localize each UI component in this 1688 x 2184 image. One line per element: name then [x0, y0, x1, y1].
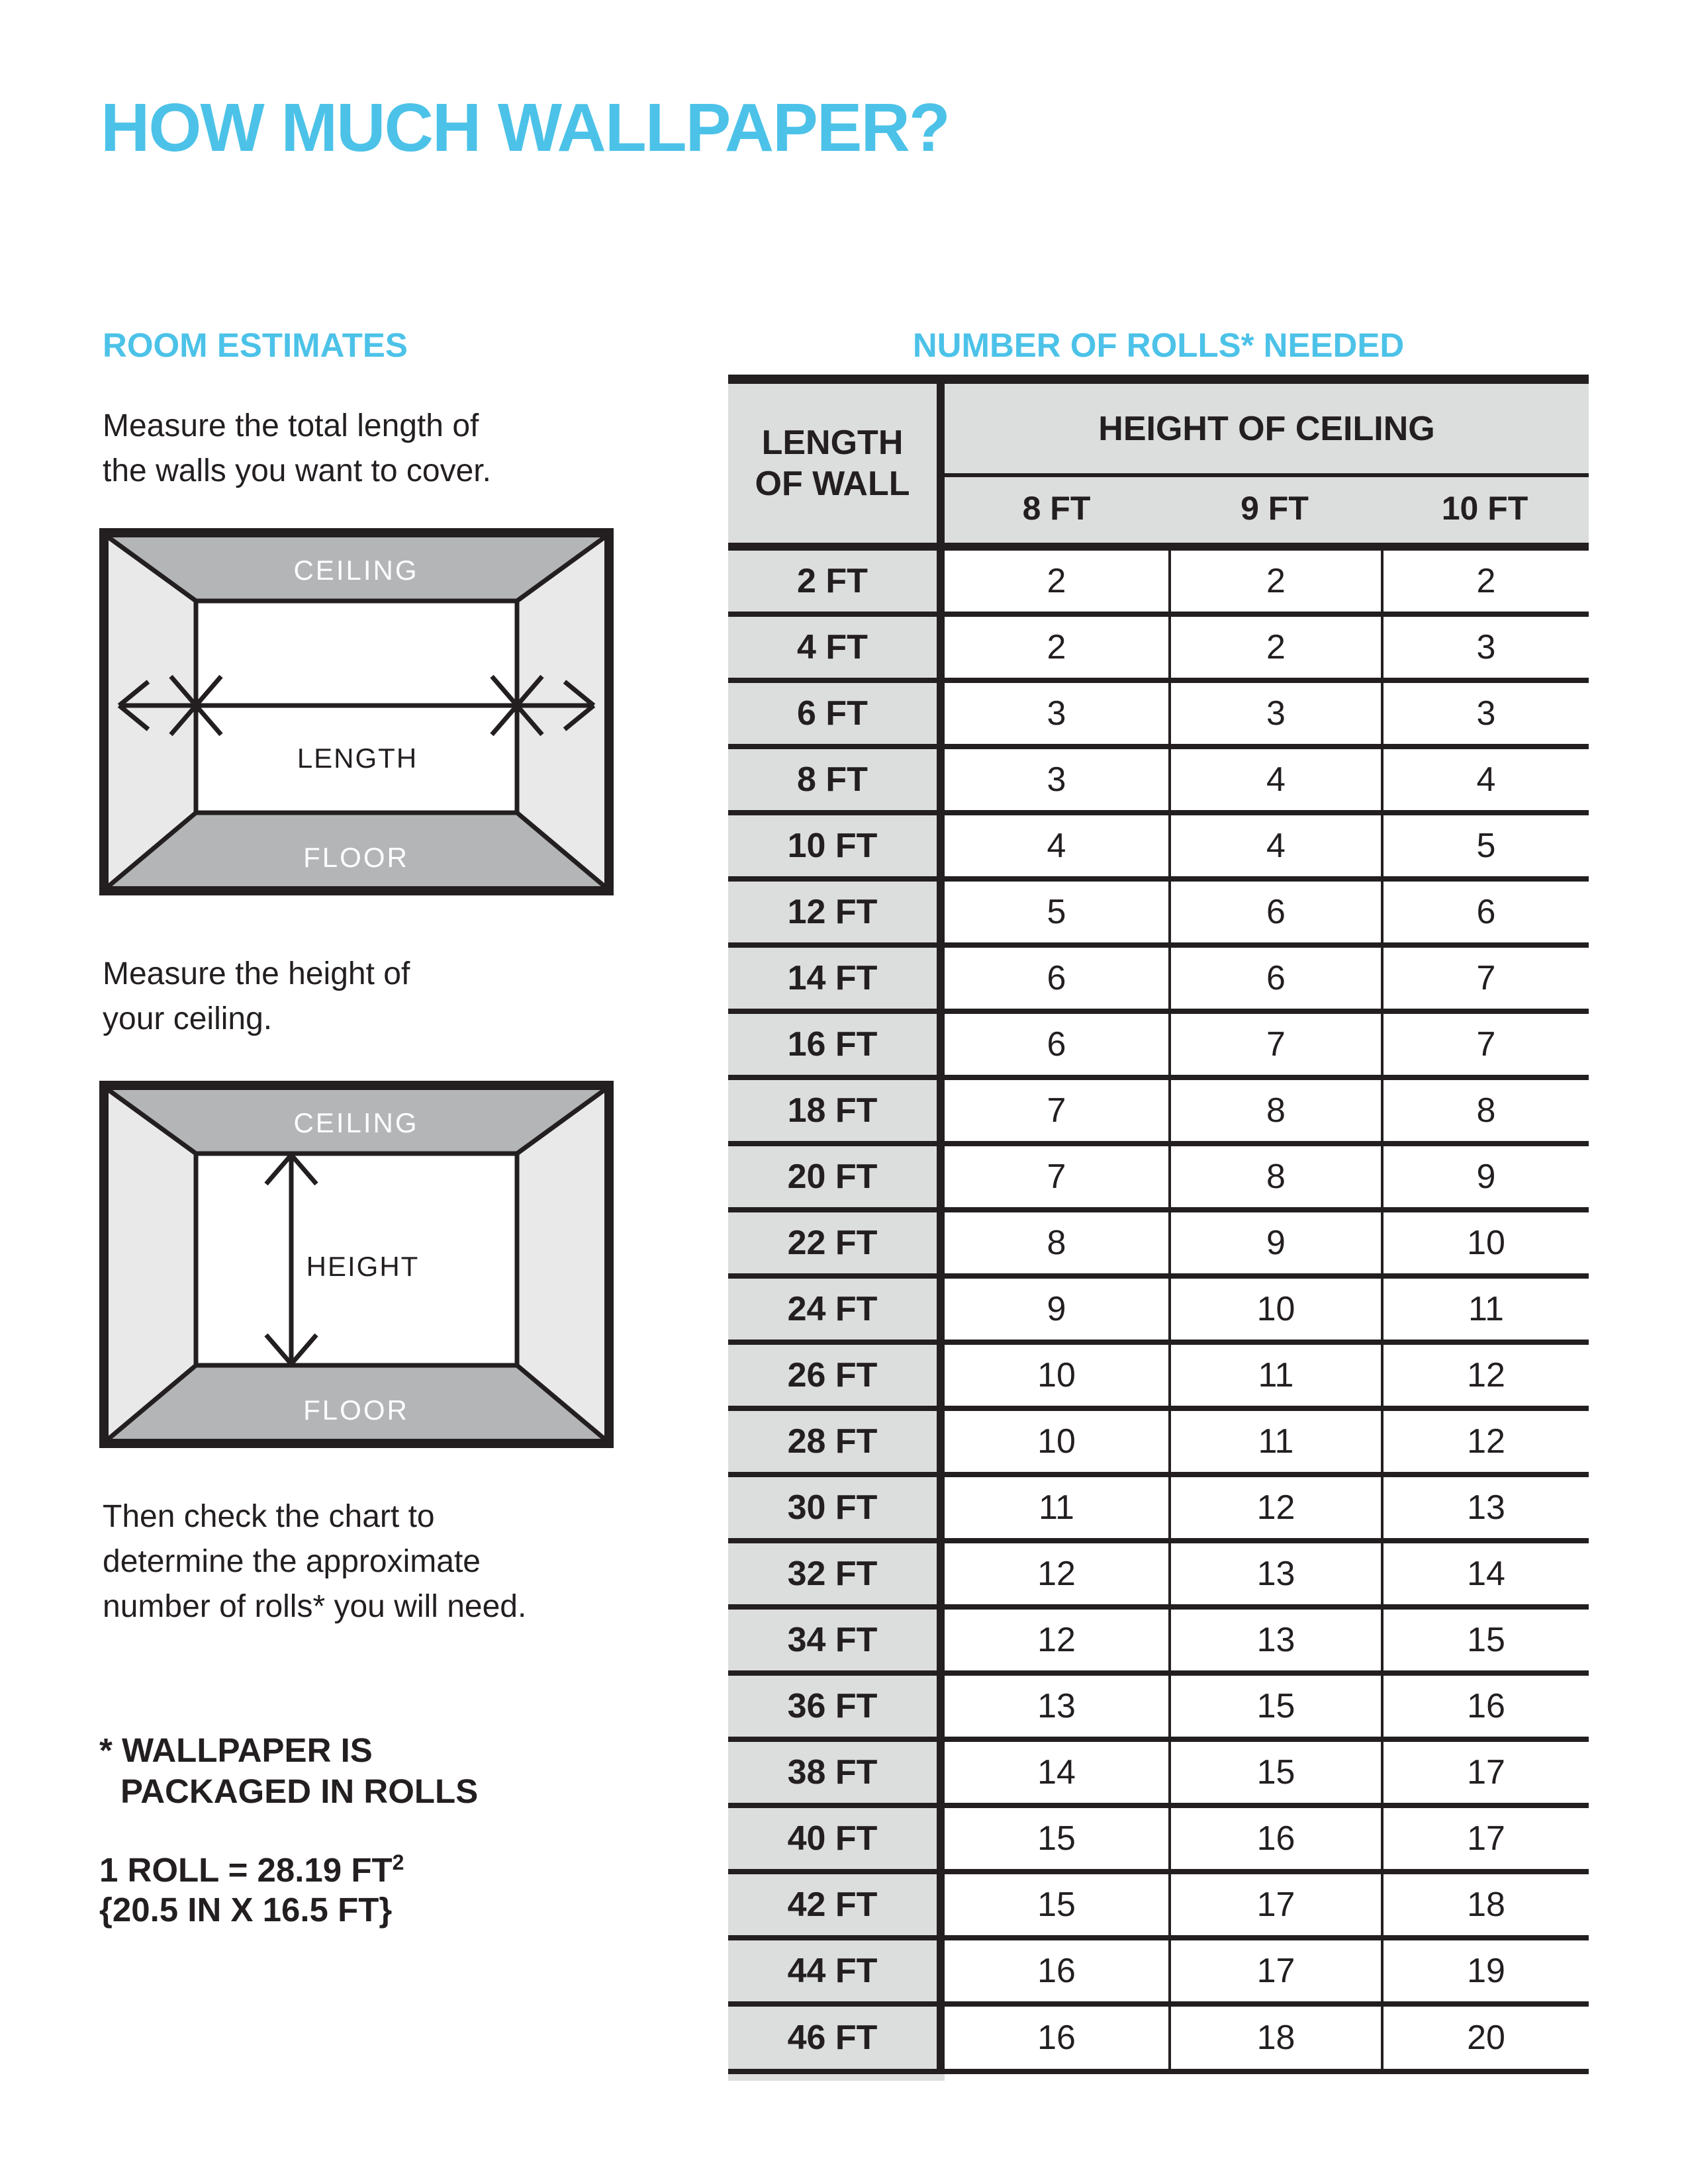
row-label: 2 FT — [728, 551, 945, 612]
rolls-value-10ft: 20 — [1381, 2007, 1589, 2069]
table-bottom-border — [728, 2069, 1589, 2074]
table-row — [728, 1279, 1589, 1345]
rolls-value-9ft: 4 — [1168, 815, 1381, 876]
table-top-border — [728, 375, 1589, 384]
table-row — [728, 1940, 1589, 2007]
rolls-value-10ft: 3 — [1381, 683, 1589, 744]
rolls-value-8ft: 2 — [1047, 562, 1066, 600]
rolls-value-10ft: 8 — [1381, 1080, 1589, 1141]
wallpaper-footnote — [99, 1730, 478, 1812]
rolls-value-10ft: 12 — [1381, 1345, 1589, 1406]
floor-label: FLOOR — [303, 1394, 409, 1426]
rolls-value-9ft: 7 — [1168, 1014, 1381, 1075]
row-label: 14 FT — [728, 948, 945, 1009]
rolls-value-8ft: 12 — [1037, 1555, 1076, 1593]
rolls-value-10ft: 12 — [1381, 1411, 1589, 1472]
rolls-value-9ft: 2 — [1168, 617, 1381, 678]
rolls-value-10ft: 17 — [1381, 1808, 1589, 1869]
measure-height-line1: Measure the height of — [103, 956, 410, 991]
row-label: 28 FT — [728, 1411, 945, 1472]
row-label: 12 FT — [728, 882, 945, 942]
rolls-value-8ft: 2 — [1047, 628, 1066, 666]
measure-length-line2: the walls you want to cover. — [103, 453, 491, 488]
table-header — [728, 384, 1589, 543]
rolls-value-9ft: 3 — [1168, 683, 1381, 744]
rolls-value-9ft: 11 — [1168, 1345, 1381, 1406]
rolls-value-10ft: 10 — [1381, 1212, 1589, 1273]
length-label: LENGTH — [297, 743, 418, 774]
rolls-value-10ft: 9 — [1381, 1146, 1589, 1207]
rolls-value-9ft: 9 — [1168, 1212, 1381, 1273]
rolls-value-8ft: 3 — [1047, 694, 1066, 733]
table-row — [728, 1212, 1589, 1279]
table-row — [728, 1345, 1589, 1411]
row-label: 22 FT — [728, 1212, 945, 1273]
rolls-value-10ft: 7 — [1381, 948, 1589, 1009]
roll-size-line: 1 ROLL = 28.19 $FT^2$ — [99, 1850, 404, 1889]
check-chart-line3: number of rolls* you will need. — [103, 1589, 527, 1624]
table-body — [728, 551, 1589, 2069]
rolls-value-9ft: 6 — [1168, 948, 1381, 1009]
table-row — [728, 948, 1589, 1014]
header-divider — [728, 543, 1589, 551]
table-row — [728, 1411, 1589, 1477]
check-chart-text — [103, 1494, 526, 1629]
page-title: HOW MUCH WALLPAPER? — [101, 89, 949, 165]
rolls-value-8ft: 13 — [1037, 1687, 1076, 1725]
rolls-value-8ft: 6 — [1047, 959, 1066, 997]
rolls-value-9ft: 13 — [1168, 1543, 1381, 1604]
room-height-diagram — [99, 1081, 614, 1448]
table-row — [728, 815, 1589, 882]
ceiling-label: CEILING — [293, 1107, 419, 1138]
floor-label: FLOOR — [303, 842, 409, 873]
rolls-value-9ft: 10 — [1168, 1279, 1381, 1340]
rolls-value-9ft: 12 — [1168, 1477, 1381, 1538]
row-label: 8 FT — [728, 749, 945, 810]
rolls-value-8ft: 9 — [1047, 1290, 1066, 1328]
row-label: 16 FT — [728, 1014, 945, 1075]
footnote-line1: * WALLPAPER IS — [99, 1731, 373, 1769]
table-row — [728, 749, 1589, 815]
rolls-table — [728, 375, 1589, 2081]
rolls-value-8ft: 15 — [1037, 1886, 1076, 1924]
rolls-value-10ft: 18 — [1381, 1874, 1589, 1935]
roll-dimensions-line: {20.5 IN X 16.5 FT} — [99, 1891, 393, 1929]
length-of-wall-header: LENGTH OF WALL — [728, 384, 945, 543]
col-header-9ft: 9 FT — [1241, 489, 1309, 527]
rolls-value-10ft: 4 — [1381, 749, 1589, 810]
table-row — [728, 617, 1589, 683]
table-row — [728, 1477, 1589, 1543]
room-estimates-heading: ROOM ESTIMATES — [103, 326, 408, 364]
row-label: 34 FT — [728, 1610, 945, 1670]
rolls-value-10ft: 19 — [1381, 1940, 1589, 2001]
rolls-value-8ft: 16 — [1037, 2019, 1076, 2057]
rolls-value-9ft: 18 — [1168, 2007, 1381, 2069]
height-of-ceiling-header: HEIGHT OF CEILING — [945, 384, 1589, 477]
row-label: 24 FT — [728, 1279, 945, 1340]
table-row — [728, 1610, 1589, 1676]
rolls-value-8ft: 11 — [1039, 1488, 1074, 1527]
roll-size-info — [99, 1850, 404, 1930]
row-label: 18 FT — [728, 1080, 945, 1141]
row-label: 20 FT — [728, 1146, 945, 1207]
rolls-value-10ft: 15 — [1381, 1610, 1589, 1670]
rolls-value-8ft: 8 — [1047, 1224, 1066, 1262]
row-label: 26 FT — [728, 1345, 945, 1406]
rolls-value-9ft: 15 — [1168, 1676, 1381, 1737]
table-row — [728, 2007, 1589, 2069]
rolls-value-10ft: 7 — [1381, 1014, 1589, 1075]
table-row — [728, 1014, 1589, 1080]
rolls-value-8ft: 6 — [1047, 1025, 1066, 1064]
rolls-value-10ft: 14 — [1381, 1543, 1589, 1604]
rolls-value-9ft: 17 — [1168, 1940, 1381, 2001]
check-chart-line2: determine the approximate — [103, 1544, 481, 1579]
label-column-tab — [728, 2074, 945, 2081]
rolls-value-9ft: 15 — [1168, 1742, 1381, 1803]
row-label: 6 FT — [728, 683, 945, 744]
check-chart-line1: Then check the chart to — [103, 1499, 435, 1534]
rolls-value-9ft: 2 — [1168, 551, 1381, 612]
rolls-value-9ft: 11 — [1168, 1411, 1381, 1472]
rolls-value-10ft: 5 — [1381, 815, 1589, 876]
table-row — [728, 1146, 1589, 1212]
squared-superscript: 2 — [392, 1850, 404, 1874]
table-row — [728, 1543, 1589, 1610]
rolls-value-10ft: 17 — [1381, 1742, 1589, 1803]
table-row — [728, 1808, 1589, 1874]
rolls-value-8ft: 4 — [1047, 827, 1066, 865]
measure-length-line1: Measure the total length of — [103, 408, 479, 443]
row-label: 36 FT — [728, 1676, 945, 1737]
rolls-value-8ft: 10 — [1037, 1356, 1076, 1394]
rolls-value-10ft: 2 — [1381, 551, 1589, 612]
table-row — [728, 551, 1589, 617]
rolls-value-8ft: 3 — [1047, 760, 1066, 799]
table-row — [728, 1874, 1589, 1940]
rolls-value-8ft: 15 — [1037, 1819, 1076, 1858]
row-label: 38 FT — [728, 1742, 945, 1803]
rolls-value-9ft: 4 — [1168, 749, 1381, 810]
rolls-value-9ft: 8 — [1168, 1080, 1381, 1141]
rolls-value-8ft: 14 — [1037, 1753, 1076, 1792]
rolls-needed-heading: NUMBER OF ROLLS* NEEDED — [912, 326, 1405, 364]
measure-height-text — [103, 952, 410, 1042]
rolls-value-8ft: 7 — [1047, 1158, 1066, 1196]
rolls-value-8ft: 7 — [1047, 1091, 1066, 1130]
row-label: 46 FT — [728, 2007, 945, 2069]
room-length-diagram — [99, 528, 614, 895]
table-row — [728, 1080, 1589, 1146]
row-label: 42 FT — [728, 1874, 945, 1935]
table-row — [728, 882, 1589, 948]
rolls-value-10ft: 13 — [1381, 1477, 1589, 1538]
col-header-8ft: 8 FT — [1022, 489, 1091, 527]
rolls-value-10ft: 11 — [1381, 1279, 1589, 1340]
rolls-value-10ft: 16 — [1381, 1676, 1589, 1737]
rolls-value-10ft: 6 — [1381, 882, 1589, 942]
rolls-value-8ft: 10 — [1037, 1422, 1076, 1461]
rolls-value-9ft: 6 — [1168, 882, 1381, 942]
row-label: 44 FT — [728, 1940, 945, 2001]
row-label: 40 FT — [728, 1808, 945, 1869]
table-row — [728, 1676, 1589, 1742]
rolls-value-9ft: 17 — [1168, 1874, 1381, 1935]
row-label: 32 FT — [728, 1543, 945, 1604]
rolls-value-9ft: 16 — [1168, 1808, 1381, 1869]
rolls-value-8ft: 12 — [1037, 1621, 1076, 1659]
row-label: 30 FT — [728, 1477, 945, 1538]
measure-height-line2: your ceiling. — [103, 1001, 273, 1036]
rolls-value-10ft: 3 — [1381, 617, 1589, 678]
table-row — [728, 683, 1589, 749]
rolls-value-9ft: 8 — [1168, 1146, 1381, 1207]
row-label: 10 FT — [728, 815, 945, 876]
height-label: HEIGHT — [306, 1251, 420, 1282]
height-of-ceiling-header-group — [945, 384, 1589, 543]
ceiling-label: CEILING — [293, 555, 419, 586]
rolls-value-8ft: 5 — [1047, 893, 1066, 931]
measure-length-text — [103, 404, 491, 494]
ceiling-height-columns — [945, 477, 1589, 539]
row-label: 4 FT — [728, 617, 945, 678]
rolls-value-8ft: 16 — [1037, 1952, 1076, 1990]
col-header-10ft: 10 FT — [1441, 489, 1528, 527]
table-row — [728, 1742, 1589, 1808]
footnote-line2: PACKAGED IN ROLLS — [120, 1772, 479, 1810]
rolls-value-9ft: 13 — [1168, 1610, 1381, 1670]
